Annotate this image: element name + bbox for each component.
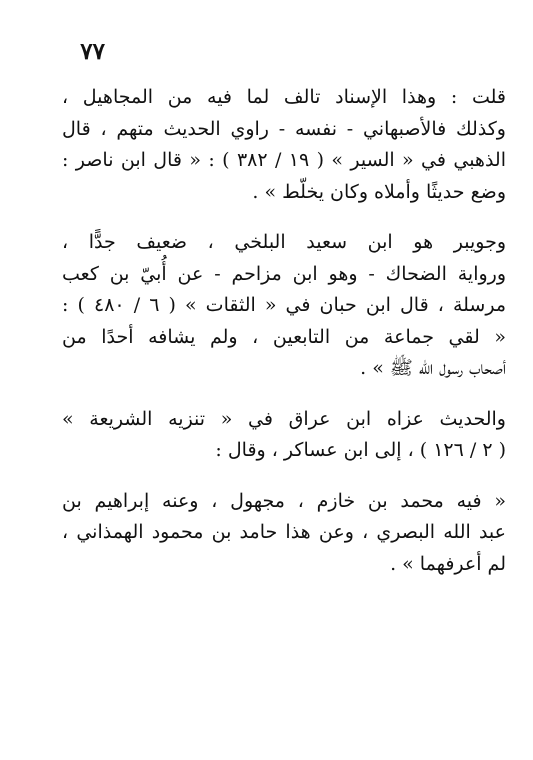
page-body <box>62 82 506 580</box>
text-line: لم أعرفهما » . <box>390 552 506 575</box>
paragraph-3 <box>62 404 506 467</box>
text-line: وضع حديثًا وأملاه وكان يخلّط » . <box>252 180 506 203</box>
text-line: أصحاب رسول الله ﷺ » . <box>360 357 506 379</box>
page-number: ٧٧ <box>80 38 105 65</box>
text-line: الذهبي في « السير » ( ١٩ / ٣٨٢ ) : « قال ابن ناصر : <box>62 149 506 171</box>
text-line: قلت : وهذا الإسناد تالف لما فيه من المجاهيل ، <box>62 86 506 108</box>
text-line: ورواية الضحاك - وهو ابن مزاحم - عن أُبيّ بن كعب <box>62 262 506 285</box>
text-line: ( ٢ / ١٢٦ ) ، إلى ابن عساكر ، وقال : <box>215 439 506 461</box>
paragraph-2 <box>62 227 506 385</box>
paragraph-4 <box>62 486 506 581</box>
text-line: مرسلة ، قال ابن حبان في « الثقات » ( ٦ / ٤٨٠ ) : <box>62 294 507 316</box>
paragraph-1 <box>62 82 506 208</box>
text-line: « لقي جماعة من التابعين ، ولم يشافه أحدًا من <box>62 325 506 348</box>
text-line: والحديث عزاه ابن عراق في « تنزيه الشريعة » <box>62 407 506 430</box>
text-line: عبد الله البصري ، وعن هذا حامد بن محمود الهمذاني ، <box>62 521 506 543</box>
text-line: « فيه محمد بن خازم ، مجهول ، وعنه إبراهيم بن <box>62 489 506 512</box>
text-line: وكذلك فالأصبهاني - نفسه - راوي الحديث متهم ، قال <box>62 117 506 140</box>
text-line: وجويبر هو ابن سعيد البلخي ، ضعيف جدًّا ، <box>62 231 506 253</box>
